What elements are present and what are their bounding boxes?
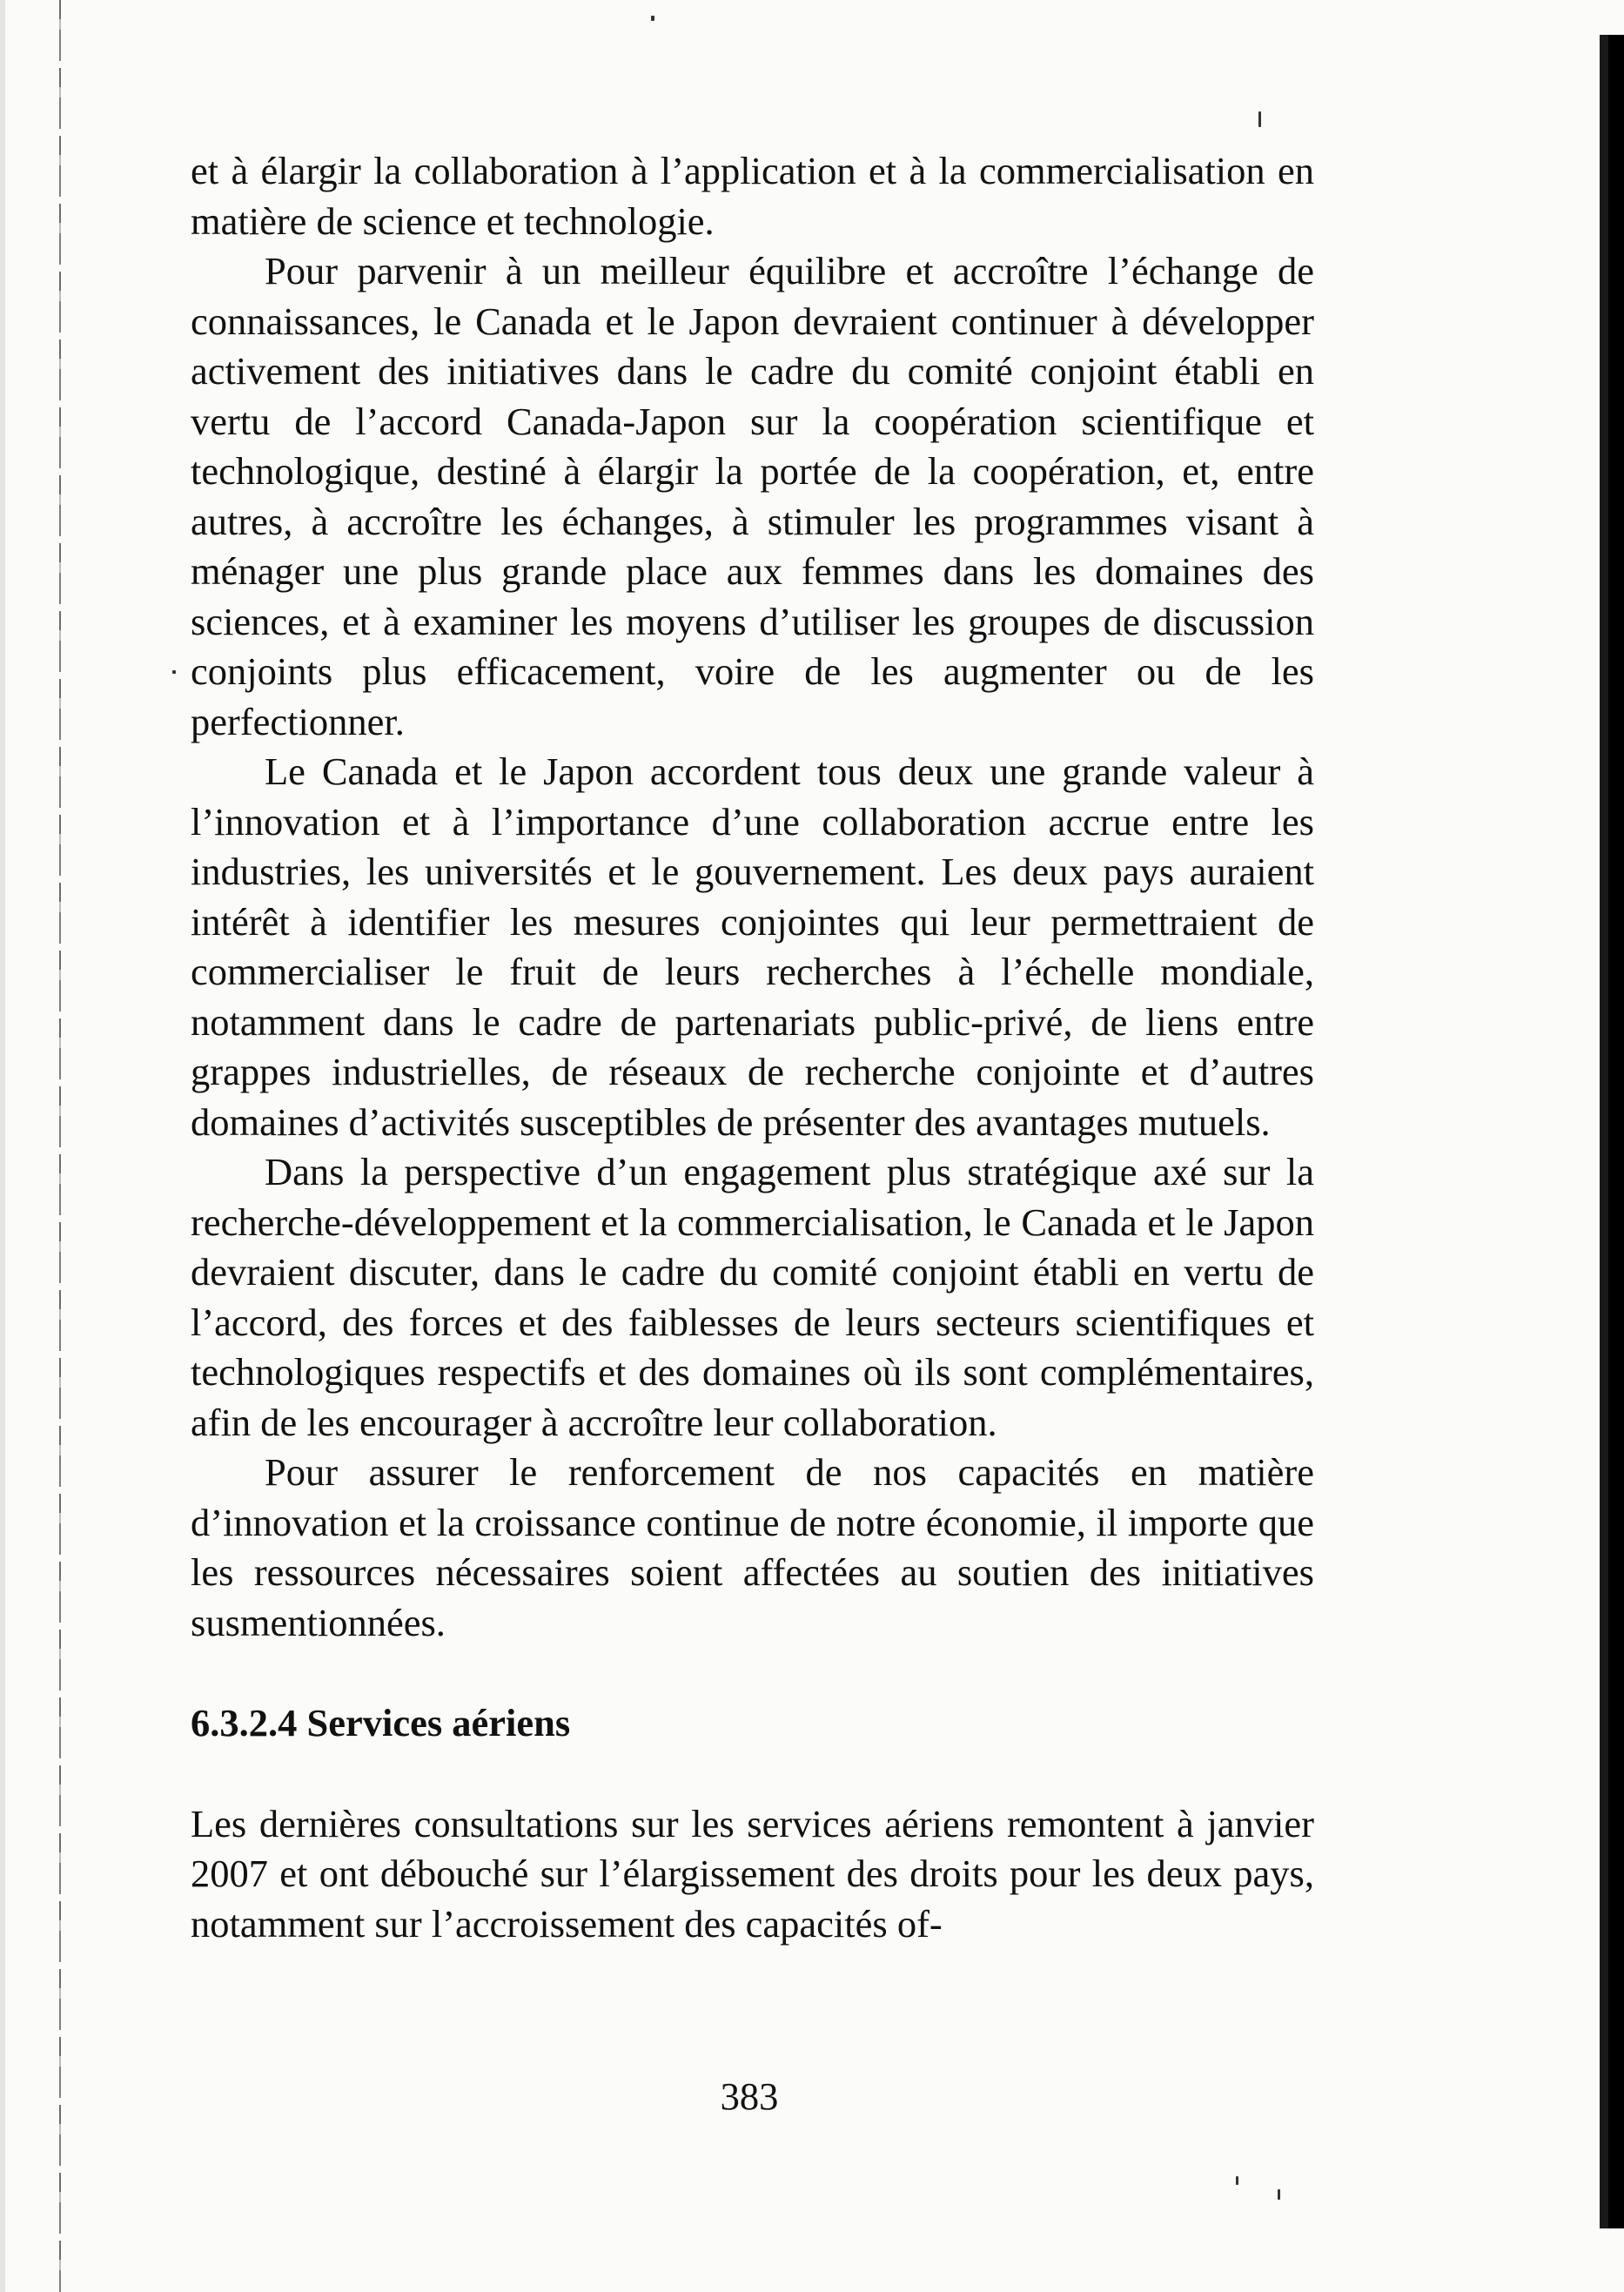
paragraph: Les dernières consultations sur les services aériens remontent à janvier 2007 et ont débouché sur l’élargissement des droits pour les deux pays, notamment sur l’accroissement des capacités of-: [191, 1801, 1314, 1946]
scan-left-edge: [0, 0, 5, 2292]
paragraph: Dans la perspective d’un engagement plus stratégique axé sur la recherche-développement et la commercialisation, le Canada et le Japon devraient discuter, dans le cadre du comité conjoint établi en vertu de l’accord, des forces et des faiblesses de leurs secteurs scientifiques et technologiques respectifs et des domaines où ils sont complémentaires, afin de les encourager à accroître leur collaboration.: [191, 1150, 1314, 1444]
scan-right-edge: [1600, 0, 1624, 2292]
scan-right-edge-gap: [1600, 0, 1624, 35]
paragraph: Pour parvenir à un meilleur équilibre et accroître l’échange de connaissances, le Canada et le Japon devraient continuer à développer activement des initiatives dans le cadre du comité conjoint établi en vertu de l’accord Canada-Japon sur la coopération scientifique et technologique, destiné à élargir la portée de la coopération, et, entre autres, à accroître les échanges, à stimuler les programmes visant à ménager une plus grande place aux femmes dans les domaines des sciences, et à examiner les moyens d’utiliser les groupes de discussion conjoints plus efficacement, voire de les augmenter ou de les perfectionner.: [191, 249, 1314, 743]
section-heading: 6.3.2.4 Services aériens: [191, 1701, 571, 1744]
body-text: [191, 146, 1314, 1949]
scan-right-edge-gap: [1600, 2228, 1624, 2292]
scan-speck: [1258, 111, 1261, 127]
scan-speck: [1278, 2189, 1280, 2200]
scan-speck: [1236, 2176, 1238, 2185]
scan-speck: [172, 670, 176, 674]
paragraph: Pour assurer le renforcement de nos capacités en matière d’innovation et la croissance continue de notre économie, il importe que les ressources nécessaires soient affectées au soutien des initiatives susmentionnées.: [191, 1450, 1314, 1644]
binding-gutter-line: [59, 0, 61, 2292]
page-number: 383: [720, 2074, 779, 2118]
paragraph: et à élargir la collaboration à l’application et à la commercialisation en matière de science et technologie.: [191, 149, 1314, 243]
paragraph: Le Canada et le Japon accordent tous deux une grande valeur à l’innovation et à l’importance d’une collaboration accrue entre les industries, les universités et le gouvernement. Les deux pays auraient intérêt à identifier les mesures conjointes qui leur permettraient de commercialiser le fruit de leurs recherches à l’échelle mondiale, notamment dans le cadre de partenariats public-privé, de liens entre grappes industrielles, de réseaux de recherche conjointe et d’autres domaines d’activités susceptibles de présenter des avantages mutuels.: [191, 749, 1314, 1144]
scan-speck: [651, 16, 654, 21]
